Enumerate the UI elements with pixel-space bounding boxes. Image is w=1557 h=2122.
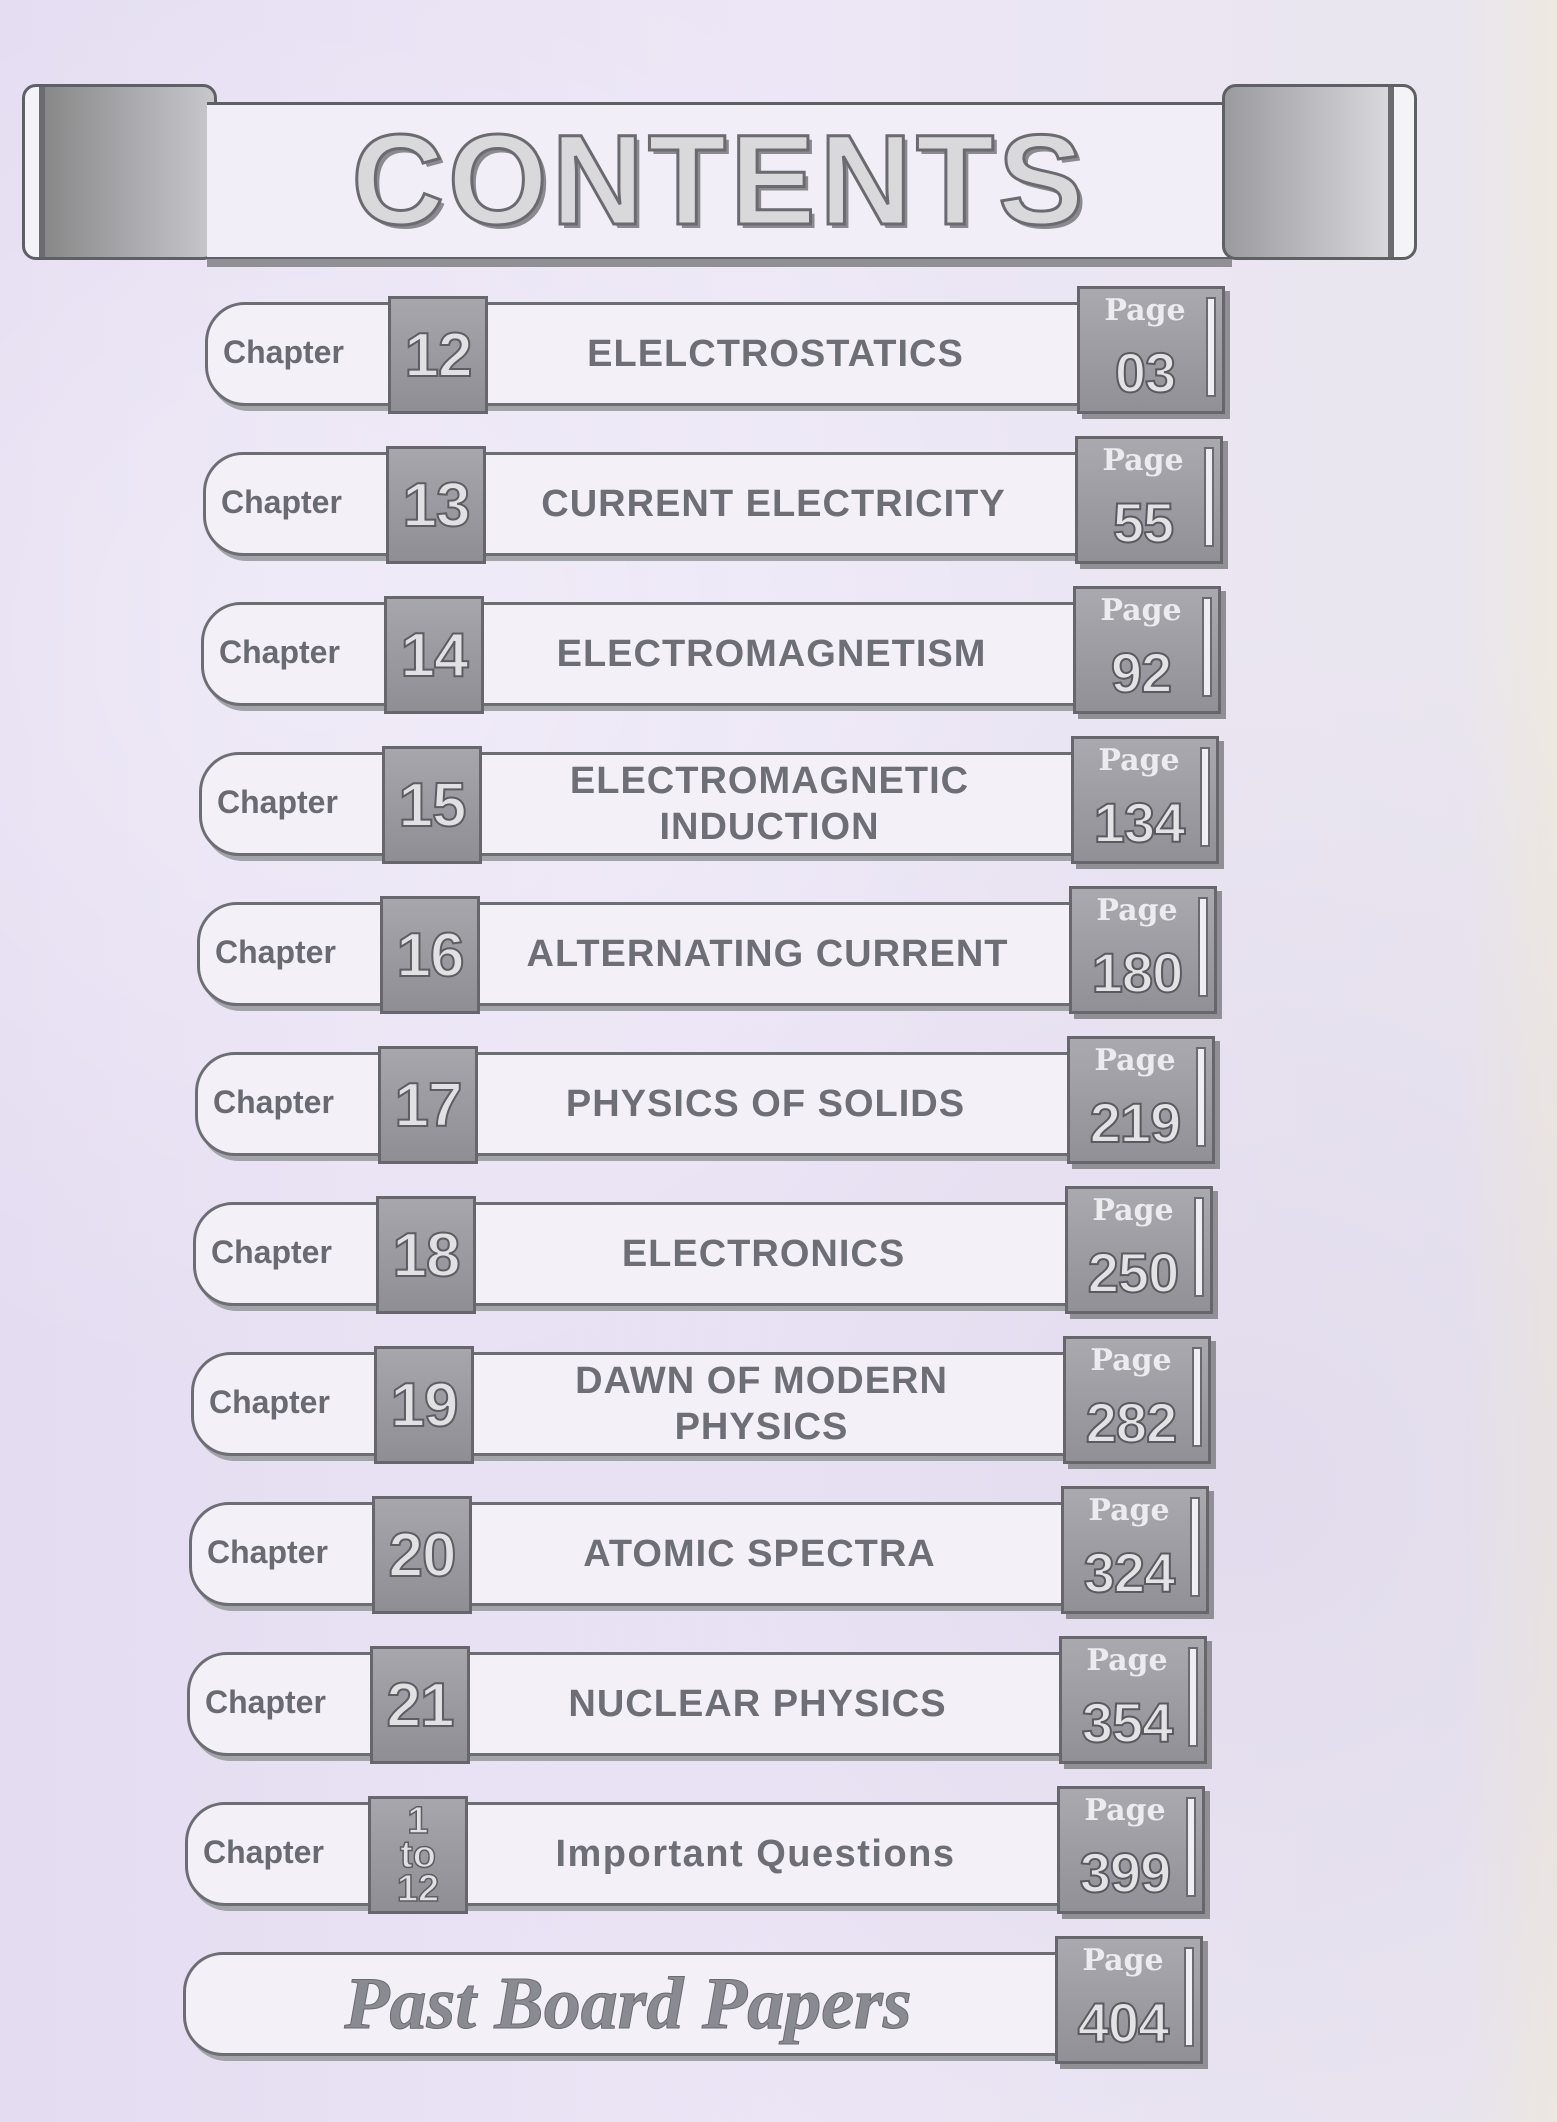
page-box <box>1069 886 1217 1014</box>
contents-row-chapter-21[interactable] <box>187 1643 1217 1764</box>
chapter-range-to-word: to <box>400 1833 436 1876</box>
page-number: 180 <box>1091 941 1183 1004</box>
chapter-number: 19 <box>390 1370 458 1440</box>
chapter-number: 16 <box>396 920 464 990</box>
contents-row-chapter-17[interactable] <box>195 1043 1225 1164</box>
chapter-number-box <box>386 446 486 564</box>
chapter-range <box>396 1799 440 1911</box>
chapter-label: Chapter <box>215 934 336 970</box>
chapter-title: ATOMIC SPECTRA <box>583 1532 936 1575</box>
chapter-number: 15 <box>398 770 466 840</box>
page-number: 219 <box>1089 1091 1181 1154</box>
banner-right-cap <box>1222 84 1417 260</box>
banner-left-cap <box>22 84 217 260</box>
past-board-papers-title: Past Board Papers <box>344 1962 912 2045</box>
chapter-number: 12 <box>404 320 472 390</box>
chapter-label: Chapter <box>211 1234 332 1270</box>
chapter-number-box <box>384 596 484 714</box>
page-label: Page <box>1086 1643 1168 1678</box>
chapter-number: 14 <box>400 620 468 690</box>
chapter-label: Chapter <box>217 784 338 820</box>
page-number: 03 <box>1114 341 1176 404</box>
page-label: Page <box>1098 743 1180 778</box>
page-number: 92 <box>1110 641 1172 704</box>
page-box <box>1071 736 1219 864</box>
chapter-title: CURRENT ELECTRICITY <box>541 482 1006 525</box>
chapter-label: Chapter <box>213 1084 334 1120</box>
chapter-number-box <box>388 296 488 414</box>
contents-row-chapter-15[interactable] <box>199 743 1229 864</box>
page-label: Page <box>1088 1493 1170 1528</box>
contents-row-chapter-18[interactable] <box>193 1193 1223 1314</box>
page-label: Page <box>1084 1793 1166 1828</box>
chapter-title: ELECTROMAGNETISM <box>556 632 987 675</box>
chapter-range-from: 1 <box>407 1799 429 1842</box>
page-number: 282 <box>1085 1391 1177 1454</box>
chapter-range-to: 12 <box>396 1868 440 1911</box>
chapter-label: Chapter <box>209 1384 330 1420</box>
contents-row-chapter-12[interactable] <box>205 293 1235 414</box>
page-number: 55 <box>1112 491 1174 554</box>
page-number: 250 <box>1087 1241 1179 1304</box>
chapter-title: ELECTRONICS <box>621 1232 906 1275</box>
chapter-range-box <box>368 1796 468 1914</box>
chapter-number-box <box>376 1196 476 1314</box>
chapter-number-box <box>374 1346 474 1464</box>
chapter-label: Chapter <box>203 1834 324 1870</box>
page-number: 324 <box>1083 1541 1175 1604</box>
page-box <box>1059 1636 1207 1764</box>
chapter-title: ELECTROMAGNETIC INDUCTION <box>569 759 970 848</box>
chapter-number-box <box>370 1646 470 1764</box>
contents-row-chapter-16[interactable] <box>197 893 1227 1014</box>
chapter-number-box <box>380 896 480 1014</box>
page-label: Page <box>1102 443 1184 478</box>
chapter-number-box <box>372 1496 472 1614</box>
contents-banner <box>22 80 1417 275</box>
chapter-number: 18 <box>392 1220 460 1290</box>
chapter-number-box <box>382 746 482 864</box>
page-number: 134 <box>1093 791 1185 854</box>
page-label: Page <box>1092 1193 1174 1228</box>
chapter-number: 20 <box>388 1520 456 1590</box>
page-box <box>1073 586 1221 714</box>
chapter-title: PHYSICS OF SOLIDS <box>565 1082 966 1125</box>
contents-row-chapter-19[interactable] <box>191 1343 1221 1464</box>
chapter-number-box <box>378 1046 478 1164</box>
chapter-label: Chapter <box>219 634 340 670</box>
page-box <box>1057 1786 1205 1914</box>
page-label: Page <box>1104 293 1186 328</box>
page-label: Page <box>1096 893 1178 928</box>
chapter-number: 21 <box>386 1670 454 1740</box>
page-label: Page <box>1100 593 1182 628</box>
chapter-title: ALTERNATING CURRENT <box>526 932 1009 975</box>
page-box <box>1063 1336 1211 1464</box>
page-box <box>1075 436 1223 564</box>
contents-row-chapter-13[interactable] <box>203 443 1233 564</box>
chapter-title: DAWN OF MODERN PHYSICS <box>575 1359 948 1448</box>
chapter-number: 17 <box>394 1070 462 1140</box>
page-box <box>1055 1936 1203 2064</box>
contents-row-chapter-14[interactable] <box>201 593 1231 714</box>
page-box <box>1061 1486 1209 1614</box>
page-box <box>1067 1036 1215 1164</box>
page-number: 404 <box>1077 1991 1169 2054</box>
chapter-title: NUCLEAR PHYSICS <box>568 1682 947 1725</box>
page-label: Page <box>1082 1943 1164 1978</box>
banner-scroll <box>207 102 1232 260</box>
chapter-label: Chapter <box>207 1534 328 1570</box>
page-number: 399 <box>1079 1841 1171 1904</box>
contents-row-chapter-20[interactable] <box>189 1493 1219 1614</box>
chapter-label: Chapter <box>223 334 344 370</box>
page-number: 354 <box>1081 1691 1173 1754</box>
page-title: CONTENTS <box>351 109 1088 252</box>
page-label: Page <box>1094 1043 1176 1078</box>
chapter-label: Chapter <box>205 1684 326 1720</box>
chapter-number: 13 <box>402 470 470 540</box>
chapter-title: ELELCTROSTATICS <box>587 332 964 375</box>
page-box <box>1065 1186 1213 1314</box>
chapter-label: Chapter <box>221 484 342 520</box>
contents-row-important-questions[interactable] <box>185 1793 1215 1914</box>
chapter-title: Important Questions <box>555 1832 956 1875</box>
contents-row-past-board-papers[interactable] <box>183 1943 1213 2064</box>
page-box <box>1077 286 1225 414</box>
page-label: Page <box>1090 1343 1172 1378</box>
